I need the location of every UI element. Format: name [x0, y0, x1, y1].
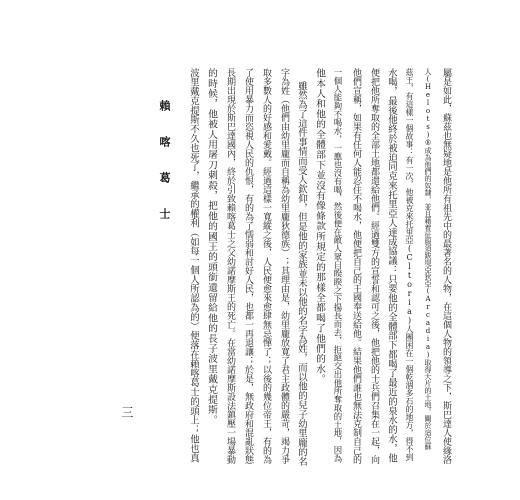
text-column: 波里戴克提斯不久也死了，繼承的權利（如每一個人所認為的）便落在賴喀葛士的頭上；他也真: [188, 68, 199, 463]
text-column: 了使用暴力而恣視人民的仇恨，有的為了懦弱和討好人民，也都一再退讓；於是，無政府和混亂狀態: [243, 68, 253, 464]
text-column: 便把他所奪取的全部土地都還給他們。經過雙方的宣誓和認可之後，他把他的士兵們召集在一起，向: [369, 68, 379, 464]
text-column: 水喝，最後他終於被迫同克來托里亞人達成協議：只要他的全體部下都喝了最近的泉水的水，他: [386, 68, 397, 463]
text-column: 茲王，有這樣一個故事：有一次，他被克來托里亞(Cltoria)人團困在一個乾涸多石的地方，得不到: [405, 68, 414, 461]
text-column: 人(Helots)®成為他們的奴隸，並且藉着征服須跋堤亞狄亞(Arcadia)取得大片的土地。關於這位蘇: [424, 68, 432, 450]
text-column: 長期出現於斯巴達國內，終於引致賴喀葛士之父幼諾摩斯王的死亡。在當幼諾摩斯設法鎮壓一場暴動: [225, 68, 235, 464]
text-column: 的時候，他被人用屠刀刺殺，把他的國王的頭銜遺留給他的長子波里戴克提斯。: [206, 68, 217, 425]
page-number: 三: [120, 406, 134, 418]
text-column: 他本人和他的全體部下並沒有像條款所規定的那樣全都喝了他們的水。: [314, 68, 325, 385]
text-column: 字為姓（他們由幼里龐而自稱為幼里龐狄德族）；其理由是，幼里龐放寬了君主政體的嚴苛，竭力爭: [279, 68, 289, 464]
text-column: 屬是如此，蘇茲也無疑地是他所有祖先中的最著名的人物，在這個人物的領導之下，斯巴達人使緣洛: [441, 68, 451, 464]
text-column: 他們宣稱，如果有任何人能忍住不喝水，他便把自己的王國奉送給他。結果他們誰也無法克制自己的: [351, 68, 361, 464]
text-column: 取多數人的好感和愛戴。經過這樣一寬縱之後，人民便愈來愈肆無忌憚了；以後的幾位帝王，有的為: [261, 68, 271, 464]
text-column: 一個人能夠不喝水，一應也沒有喝，然後便在敵人眾目睽睽之下揚長而去，拒絕交出他所奪取的土地，因為: [333, 68, 343, 463]
text-column: 雖然為了這件事情而受人欽仰，但是他的家族並未以他的名字為姓，而以他的兒子幼里龐的名: [296, 81, 307, 466]
running-title: 賴 喀 葛 士: [158, 100, 171, 225]
